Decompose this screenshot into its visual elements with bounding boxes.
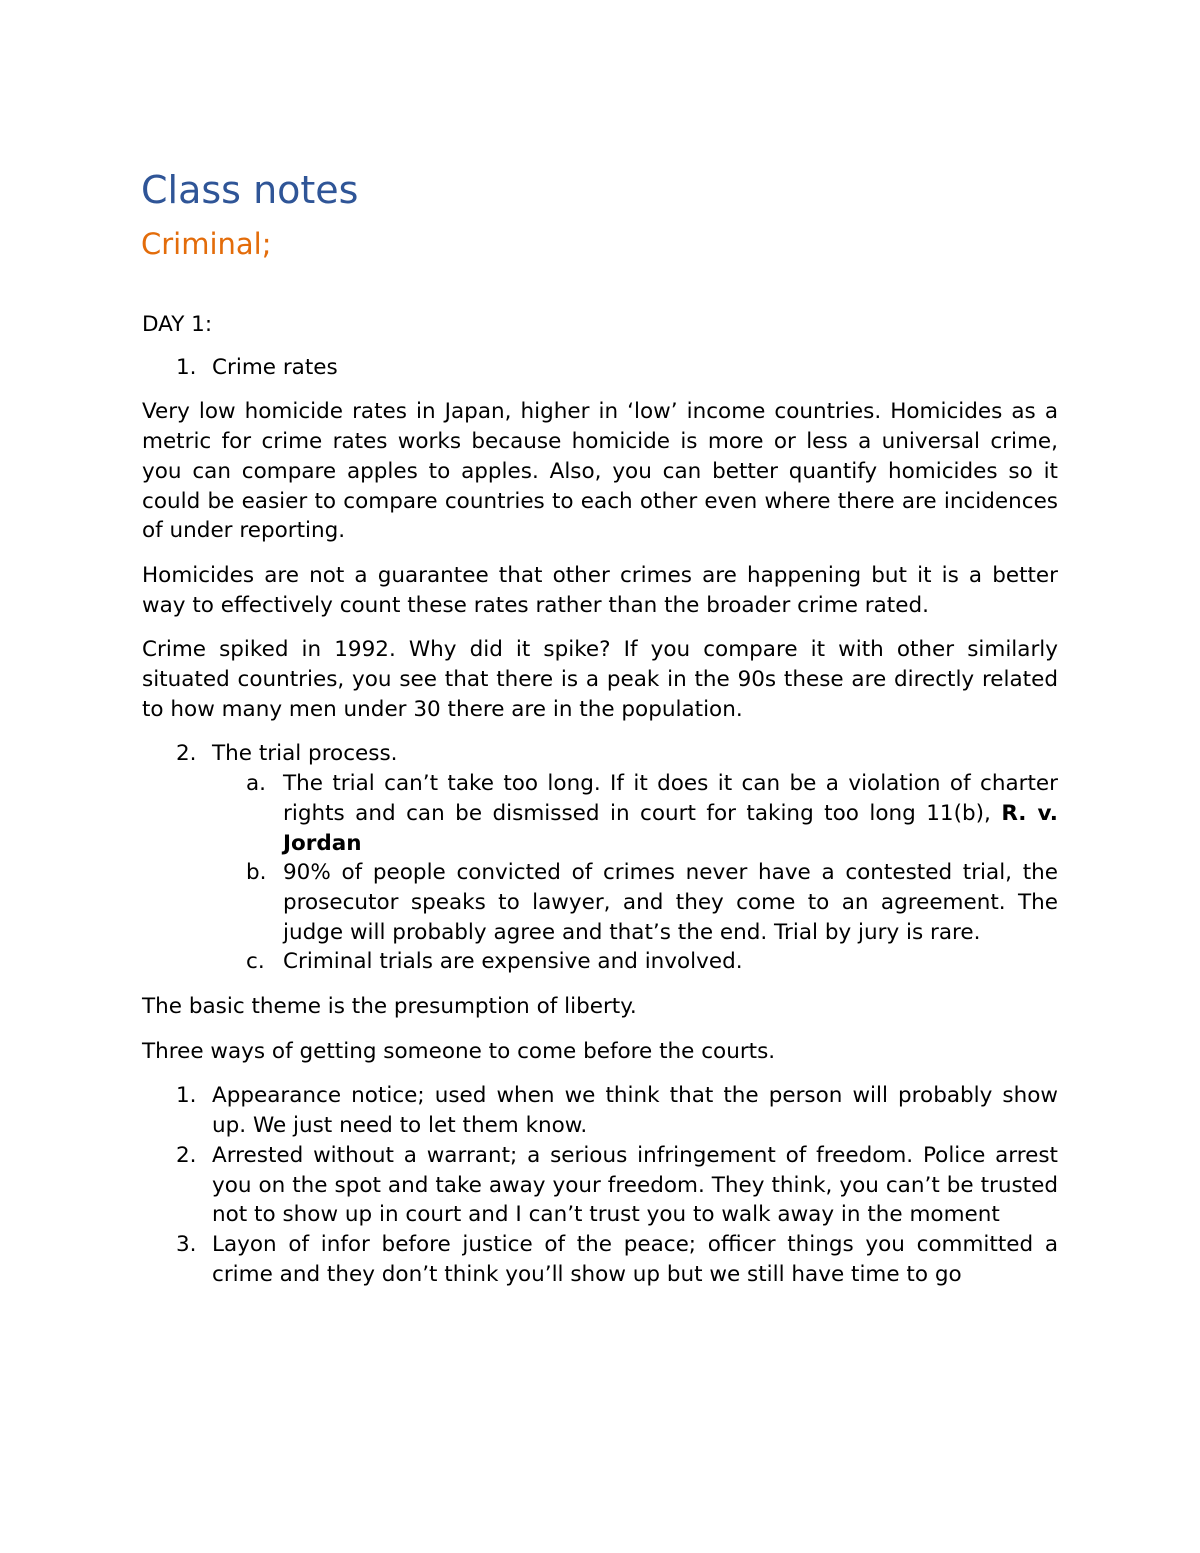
paragraph-ways-intro: Three ways of getting someone to come before the courts. <box>142 1038 776 1064</box>
list-number: 1. <box>176 354 197 380</box>
ways-item-text: Arrested without a warrant; a serious infringement of freedom. Police arrest you on the spot and take away your freedom. They think, you can’t be trusted not to show up in court and I can’t trust you to walk away in the moment <box>212 1142 1058 1228</box>
page-title <box>141 160 358 220</box>
paragraph: Very low homicide rates in Japan, higher in ‘low’ income countries. Homicides as a metric for crime rates works because homicide is more or less a universal crime, you can compare apples to apples. Also, you can better quantify homicides so it could be easier to compare countries to each other even where there are incidences of under reporting. <box>142 399 1058 544</box>
paragraph: Crime spiked in 1992. Why did it spike? If you compare it with other similarly situated countries, you see that there is a peak in the 90s these are directly related to how many men under 30 there are in the population. <box>142 637 1058 722</box>
sub-list-item <box>142 858 1058 947</box>
ways-list-item <box>142 1081 1058 1140</box>
ways-list-item <box>142 1141 1058 1230</box>
section-2-item <box>142 739 1058 977</box>
title-part-notes: notes <box>240 168 359 212</box>
paragraph: Homicides are not a guarantee that other crimes are happening but it is a better way to effectively count these rates rather than the broader crime rated. <box>142 562 1058 618</box>
day-heading: DAY 1: <box>142 312 213 337</box>
title-part-class: Class <box>141 168 241 212</box>
section-2-label: The trial process. <box>212 741 398 767</box>
list-number: 3. <box>176 1231 197 1257</box>
paragraph-theme: The basic theme is the presumption of liberty. <box>142 994 637 1020</box>
sub-list-item <box>142 769 1058 858</box>
ways-list-item <box>142 1230 1058 1289</box>
list-letter: a. <box>246 771 267 797</box>
list-number: 1. <box>176 1083 197 1109</box>
page-subtitle: Criminal; <box>141 227 272 261</box>
ways-list <box>142 1081 1058 1289</box>
document-body <box>142 310 1058 1304</box>
section-1-item <box>142 353 1058 383</box>
sub-item-text: The trial can’t take too long. If it does it can be a violation of charter rights and can be dismissed in court for taking too long 11(b), <box>283 771 1058 826</box>
list-number: 2. <box>176 1142 197 1168</box>
list-letter: c. <box>246 949 265 975</box>
list-number: 2. <box>176 741 197 767</box>
list-letter: b. <box>246 860 267 886</box>
section-1-list <box>142 353 1058 383</box>
sub-item-text: Criminal trials are expensive and involved. <box>283 949 743 975</box>
section-2-list <box>142 739 1058 977</box>
case-name: R. v. Jordan <box>283 800 1058 856</box>
ways-item-text: Layon of infor before justice of the peace; officer things you committed a crime and they don’t think you’ll show up but we still have time to go <box>212 1231 1058 1287</box>
ways-item-text: Appearance notice; used when we think that the person will probably show up. We just need to let them know. <box>212 1083 1058 1139</box>
sub-list-item <box>142 947 1058 977</box>
sub-list <box>212 769 1058 977</box>
section-1-label: Crime rates <box>212 354 338 380</box>
sub-item-text: 90% of people convicted of crimes never have a contested trial, the prosecutor speaks to lawyer, and they come to an agreement. The judge will probably agree and that’s the end. Trial by jury is rare. <box>283 860 1058 945</box>
